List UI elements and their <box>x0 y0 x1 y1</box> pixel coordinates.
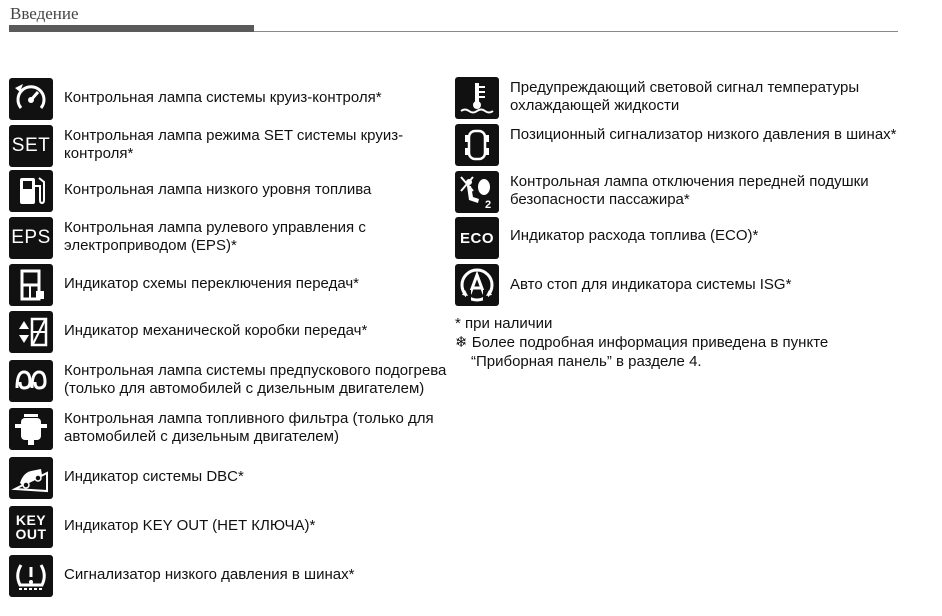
set-icon <box>9 125 53 167</box>
reference-note-line1: ❄ Более подробная информация приведена в пункте <box>455 334 829 351</box>
item-label: Контрольная лампа системы предпускового подогрева (только для автомобилей с дизельным двигателем) <box>64 362 447 397</box>
item-label: Контрольная лампа режима SET системы круиз-контроля* <box>64 127 404 162</box>
availability-note: * при наличии <box>455 315 553 332</box>
dbc-icon <box>9 457 53 499</box>
item-label: Позиционный сигнализатор низкого давления в шинах* <box>510 126 897 143</box>
isg-auto-stop-icon <box>455 264 499 306</box>
key-out-icon <box>9 506 53 548</box>
icon-text: KEY OUT <box>15 512 47 542</box>
icon-text: ECO <box>459 229 494 247</box>
header-rule <box>254 31 898 32</box>
item-label: Индикатор KEY OUT (НЕТ КЛЮЧА)* <box>64 517 316 534</box>
footnotes <box>455 314 828 371</box>
tire-pressure-icon <box>9 555 53 597</box>
item-label: Контрольная лампа топливного фильтра (только для автомобилей с дизельным двигателем) <box>64 410 434 445</box>
item-label: Контрольная лампа рулевого управления с электроприводом (EPS)* <box>64 219 366 254</box>
tire-position-icon <box>455 124 499 166</box>
header-bar <box>9 25 254 32</box>
glow-plug-icon <box>9 360 53 402</box>
item-label: Индикатор механической коробки передач* <box>64 322 368 339</box>
header-title: Введение <box>10 4 79 23</box>
eps-icon <box>9 217 53 259</box>
gear-shift-pattern-icon <box>9 264 53 306</box>
airbag-off-icon <box>455 171 499 213</box>
item-label: Контрольная лампа отключения передней подушки безопасности пассажира* <box>510 173 869 208</box>
svg-text:2: 2 <box>485 199 492 211</box>
item-label: Индикатор расхода топлива (ECO)* <box>510 227 759 244</box>
coolant-temperature-icon <box>455 77 499 119</box>
fuel-pump-icon <box>9 170 53 212</box>
icon-text: EPS <box>11 227 51 248</box>
fuel-filter-icon <box>9 408 53 450</box>
manual-gearbox-icon <box>9 311 53 353</box>
item-label: Сигнализатор низкого давления в шинах* <box>64 566 355 583</box>
item-label: Контрольная лампа системы круиз-контроля* <box>64 89 382 106</box>
cruise-control-icon <box>9 78 53 120</box>
item-label: Предупреждающий световой сигнал температуры охлаждающей жидкости <box>510 79 860 114</box>
eco-icon <box>455 217 499 259</box>
item-label: Индикатор системы DBC* <box>64 468 244 485</box>
item-label: Индикатор схемы переключения передач* <box>64 275 359 292</box>
item-label: Авто стоп для индикатора системы ISG* <box>510 276 792 293</box>
item-label: Контрольная лампа низкого уровня топлива <box>64 181 372 198</box>
reference-note-line2: “Приборная панель” в разделе 4. <box>471 353 702 370</box>
icon-text: SET <box>11 135 51 156</box>
